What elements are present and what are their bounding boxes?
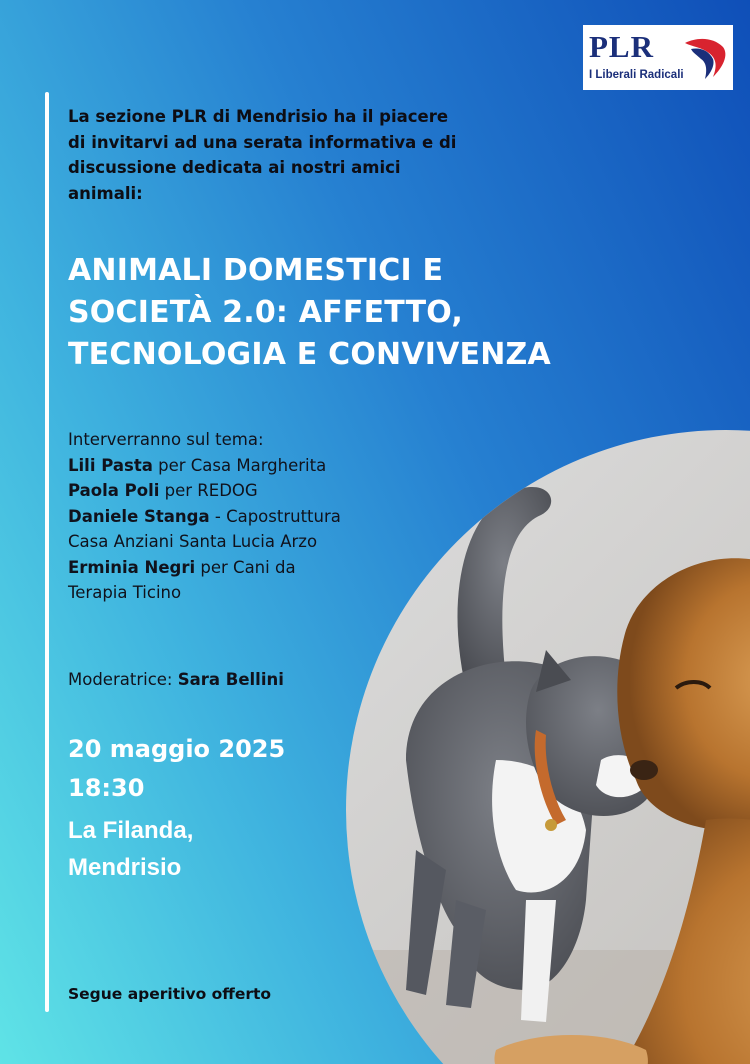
logo-brand: PLR bbox=[589, 29, 654, 64]
flame-icon bbox=[683, 33, 729, 81]
event-time: 18:30 bbox=[68, 774, 145, 802]
speaker-affiliation: - Capostruttura bbox=[209, 506, 341, 526]
speaker-name: Paola Poli bbox=[68, 481, 160, 500]
speakers-intro: Interverranno sul tema: bbox=[68, 430, 264, 449]
speaker-affiliation-cont: Terapia Ticino bbox=[68, 583, 182, 602]
plr-logo bbox=[583, 25, 733, 90]
intro-line: animali: bbox=[68, 183, 143, 203]
logo-tagline: I Liberali Radicali bbox=[589, 69, 684, 81]
intro-line: di invitarvi ad una serata informativa e di bbox=[68, 132, 457, 152]
speaker-affiliation: per REDOG bbox=[159, 481, 258, 500]
title-line: SOCIETÀ 2.0: AFFETTO, bbox=[68, 295, 463, 330]
speaker-affiliation: per Cani da bbox=[195, 557, 296, 577]
speaker-entry bbox=[68, 555, 408, 581]
speaker-affiliation-cont: Casa Anziani Santa Lucia Arzo bbox=[68, 532, 318, 551]
speaker-affiliation: per Casa Margherita bbox=[152, 455, 327, 475]
title-line: TECNOLOGIA E CONVIVENZA bbox=[68, 337, 551, 372]
title-line: ANIMALI DOMESTICI E bbox=[68, 253, 444, 288]
aperitivo-note: Segue aperitivo offerto bbox=[68, 985, 272, 1003]
moderator bbox=[68, 667, 284, 692]
speakers-list bbox=[68, 427, 408, 606]
event-city: Mendrisio bbox=[68, 854, 182, 881]
speaker-name: Lili Pasta bbox=[68, 455, 153, 475]
event-title bbox=[68, 250, 728, 376]
intro-line: La sezione PLR di Mendrisio ha il piacere bbox=[68, 107, 449, 126]
speaker-name: Erminia Negri bbox=[68, 557, 196, 577]
event-venue: La Filanda, bbox=[68, 817, 194, 844]
event-date: 20 maggio 2025 bbox=[68, 735, 286, 763]
moderator-name: Sara Bellini bbox=[177, 670, 284, 689]
moderator-label: Moderatrice: bbox=[68, 670, 178, 689]
speaker-entry bbox=[68, 504, 408, 530]
intro-line: discussione dedicata ai nostri amici bbox=[68, 158, 401, 177]
decorative-vertical-line bbox=[45, 92, 49, 1012]
event-details bbox=[68, 730, 285, 886]
speaker-entry bbox=[68, 453, 408, 479]
speaker-name: Daniele Stanga bbox=[68, 506, 210, 526]
speaker-entry bbox=[68, 478, 408, 504]
invitation-text bbox=[68, 104, 518, 206]
